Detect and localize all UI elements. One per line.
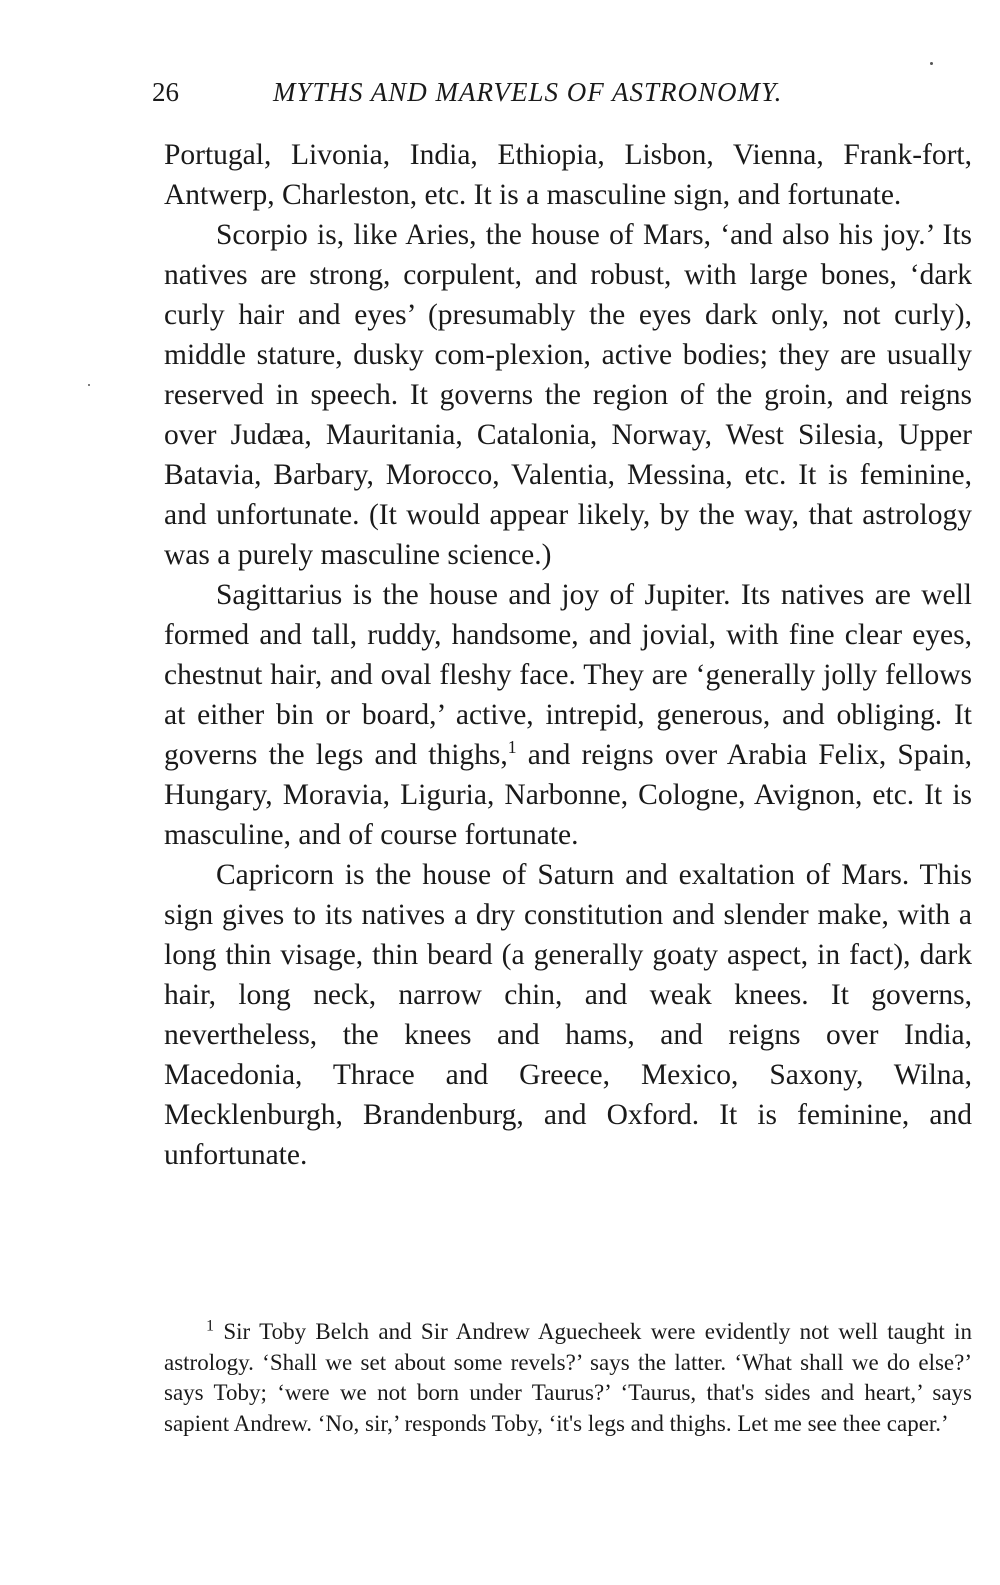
print-speck (88, 384, 90, 386)
sagittarius-text-before: Sagittarius is the house and joy of Jupiter. Its natives are well formed and tall, ruddy, handsome, and jovial, with fine clear eyes, chestnut hair, and oval fleshy face. They are ‘generally jolly fellows at either bin or board,’ active, intrepid, generous, and obliging. It governs the legs and thighs, (164, 579, 972, 771)
paragraph-sagittarius (164, 575, 972, 855)
running-title: MYTHS AND MARVELS OF ASTRONOMY. (273, 77, 783, 107)
footnote-marker: 1 (206, 1317, 215, 1335)
paragraph-capricorn: Capricorn is the house of Saturn and exaltation of Mars. This sign gives to its natives a dry constitution and slender make, with a long thin visage, thin beard (a generally goaty aspect, in fact), dark hair, long neck, narrow chin, and weak knees. It governs, nevertheless, the knees and hams, and reigns over India, Macedonia, Thrace and Greece, Mexico, Saxony, Wilna, Mecklenburgh, Brandenburg, and Oxford. It is feminine, and unfortunate. (164, 859, 972, 1171)
paragraph-scorpio: Scorpio is, like Aries, the house of Mars, ‘and also his joy.’ Its natives are strong, corpulent, and robust, with large bones, ‘dark curly hair and eyes’ (presumably the eyes dark only, not curly), middle stature, dusky com-plexion, active bodies; they are usually reserved in speech. It governs the region of the groin, and reigns over Judæa, Mauritania, Catalonia, Norway, West Silesia, Upper Batavia, Barbary, Morocco, Valentia, Messina, etc. It is feminine, and unfortunate. (It would appear likely, by the way, that astrology was a purely masculine science.) (164, 219, 972, 571)
paragraph-portugal: Portugal, Livonia, India, Ethiopia, Lisbon, Vienna, Frank-fort, Antwerp, Charleston, etc. It is a masculine sign, and fortunate. (164, 139, 972, 211)
page-number: 26 (152, 77, 179, 107)
print-speck (930, 62, 933, 65)
footnotes (164, 1317, 972, 1439)
sagittarius-text-after: and reigns over Arabia Felix, Spain, Hungary, Moravia, Liguria, Narbonne, Cologne, Avignon, etc. It is masculine, and of course fortunate. (164, 739, 972, 851)
footnote (164, 1317, 972, 1439)
body-text (164, 135, 972, 1175)
running-head (152, 72, 882, 112)
footnote-text: Sir Toby Belch and Sir Andrew Aguecheek were evidently not well taught in astrology. ‘Shall we set about some revels?’ says the latter. ‘What shall we do else?’ says Toby; ‘were we not born under Taurus?’ ‘Taurus, that's sides and heart,’ says sapient Andrew. ‘No, sir,’ responds Toby, ‘it's legs and thighs. Let me see thee caper.’ (164, 1319, 972, 1436)
footnote-reference: 1 (507, 737, 517, 758)
